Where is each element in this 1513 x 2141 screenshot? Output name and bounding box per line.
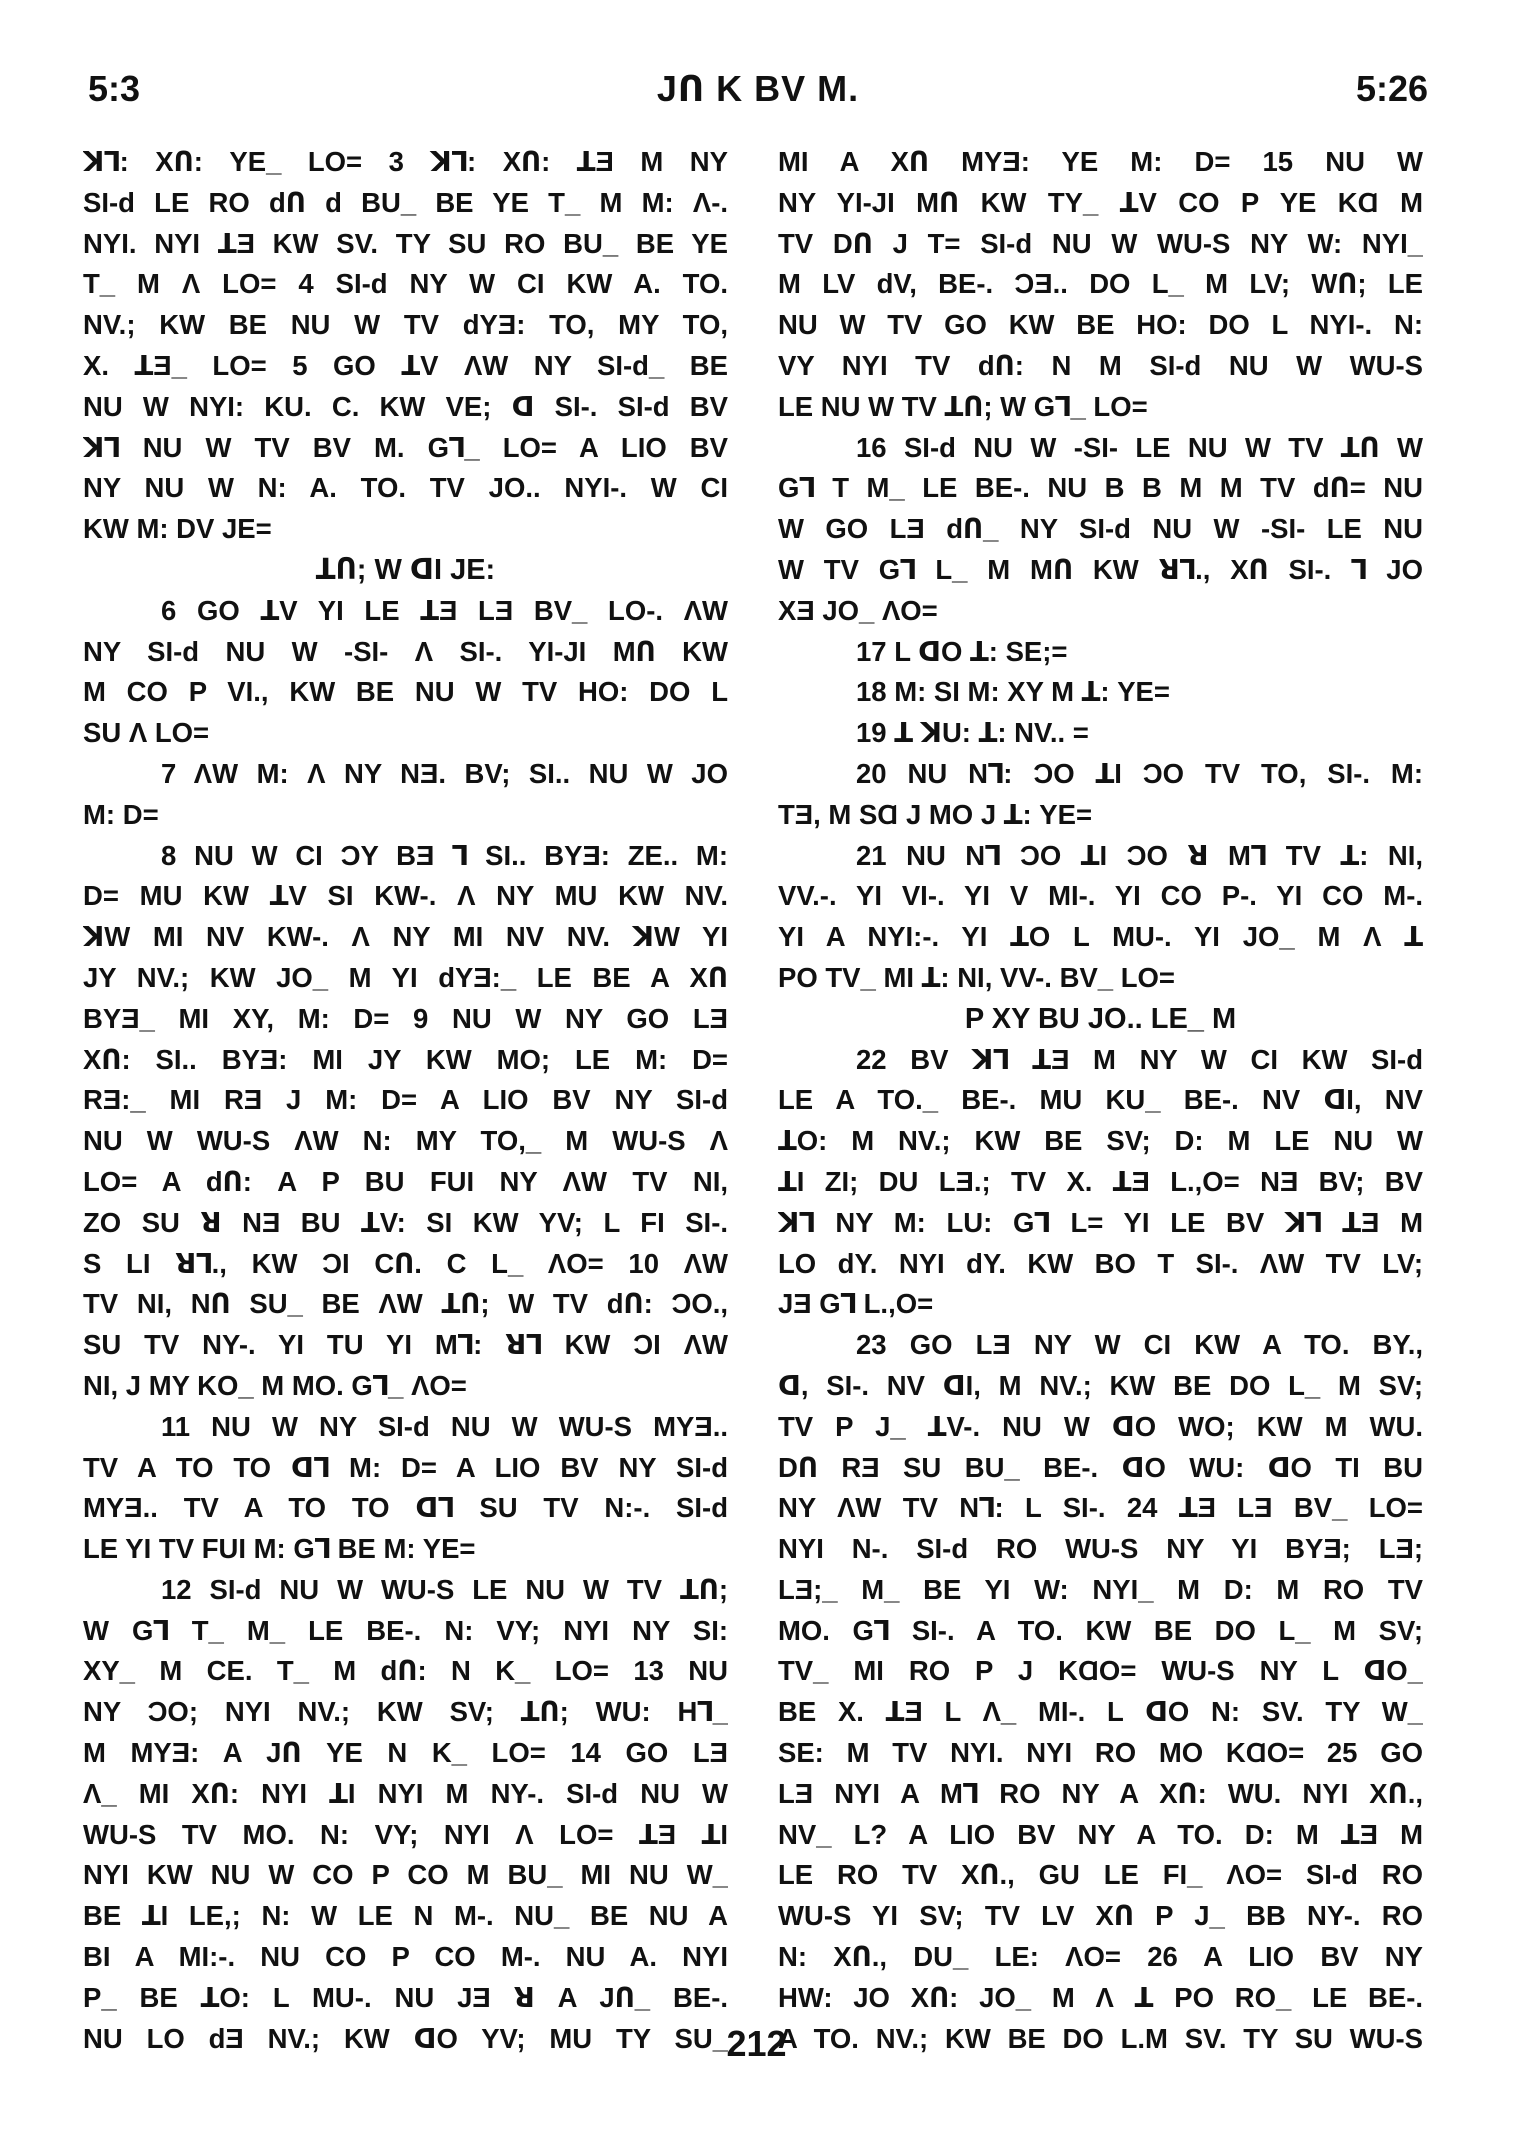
text-line: LO= A dՈ: A P BU FUI NY ΛW TV NI,: [83, 1165, 728, 1197]
text-line: LE RO TV XՈ., GU LE FI_ ΛO= SI-d RO: [778, 1859, 1423, 1891]
text-line: 18 M: SI M: XY M ꓕ: YE=: [856, 676, 1170, 708]
text-line: WU-S TV MO. N: VY; NYI Λ LO= ꓕƎ ꓕI: [83, 1818, 728, 1850]
text-line: JƎ G⅂ L.,O=: [778, 1288, 934, 1320]
text-line: ꓘ⅂ NU W TV BV M. G⅂_ LO= A LIO BV: [83, 431, 728, 463]
text-line: S LI ꓤ⅂., KW ƆI CՈ. C L_ ΛO= 10 ΛW: [83, 1247, 728, 1279]
text-line: NY SI-d NU W -SI- Λ SI-. YI-JI MՈ KW: [83, 635, 728, 667]
text-line: 23 GO LƎ NY W CI KW A TO. BY.,: [856, 1329, 1423, 1361]
text-line: NV_ L? A LIO BV NY A TO. D: M ꓕƎ M: [778, 1818, 1423, 1850]
text-line: NYI. NYI ꓕƎ KW SV. TY SU RO BU_ BE YE: [83, 227, 728, 259]
text-line: M LV dV, BE-. ƆƎ.. DO L_ M LV; WՈ; LE: [778, 268, 1423, 300]
text-line: D= MU KW ꓕV SI KW-. Λ NY MU KW NV.: [83, 880, 728, 912]
text-line: 12 SI-d NU W WU-S LE NU W TV ꓕՈ;: [161, 1573, 728, 1605]
text-line: NU LO dƎ NV.; KW ꓷO YV; MU TY SU_: [83, 2022, 728, 2054]
text-line: W G⅂ T_ M_ LE BE-. N: VY; NYI NY SI:: [83, 1614, 728, 1646]
text-line: TƎ, M SⱭ J MO J ꓕ: YE=: [778, 798, 1093, 830]
text-line: NU W NYI: KU. C. KW VE; ꓷ SI-. SI-d BV: [83, 390, 728, 422]
text-line: 7 ΛW M: Λ NY NƎ. BV; SI.. NU W JO: [161, 757, 728, 789]
text-line: BE X. ꓕƎ L Λ_ MI-. L ꓷO N: SV. TY W_: [778, 1696, 1423, 1728]
text-line: TV_ MI RO P J KⱭO= WU-S NY L ꓷO_: [778, 1655, 1423, 1687]
text-line: KW M: DV JE=: [83, 513, 272, 545]
text-line: 8 NU W CI ƆY BƎ ⅂ SI.. BYƎ: ZE.. M:: [161, 839, 728, 871]
text-line: LE YI TV FUI M: G⅂ BE M: YE=: [83, 1533, 476, 1565]
text-line: ꓘW MI NV KW-. Λ NY MI NV NV. ꓘW YI: [83, 921, 728, 953]
text-line: 20 NU N⅂: ƆO ꓕI ƆO TV TO, SI-. M:: [856, 757, 1423, 789]
text-line: NY ΛW TV N⅂: L SI-. 24 ꓕƎ LƎ BV_ LO=: [778, 1492, 1423, 1524]
text-line: NY NU W N: A. TO. TV JO.. NYI-. W CI: [83, 472, 728, 504]
left-text-column: [83, 142, 728, 2059]
text-line: BYƎ_ MI XY, M: D= 9 NU W NY GO LƎ: [83, 1002, 728, 1034]
text-line: 11 NU W NY SI-d NU W WU-S MYƎ..: [161, 1410, 728, 1442]
text-line: M CO P VI., KW BE NU W TV HO: DO L: [83, 676, 728, 708]
text-line: BE ꓕI LE,; N: W LE N M-. NU_ BE NU A: [83, 1900, 728, 1932]
text-line: XY_ M CE. T_ M dՈ: N K_ LO= 13 NU: [83, 1655, 728, 1687]
text-line: N: XՈ., DU_ LE: ΛO= 26 A LIO BV NY: [778, 1941, 1423, 1973]
section-heading: ꓕՈ; W ꓷI JE:: [315, 553, 496, 586]
text-line: NY YI-JI MՈ KW TY_ ꓕV CO P YE KⱭ M: [778, 186, 1423, 218]
text-line: ZO SU ꓤ NƎ BU ꓕV: SI KW YV; L FI SI-.: [83, 1206, 728, 1238]
text-line: SU TV NY-. YI TU YI M⅂: ꓤ⅂ KW ƆI ΛW: [83, 1329, 728, 1361]
text-line: XՈ: SI.. BYƎ: MI JY KW MO; LE M: D=: [83, 1043, 728, 1075]
text-line: WU-S YI SV; TV LV XՈ P J_ BB NY-. RO: [778, 1900, 1423, 1932]
text-line: W GO LƎ dՈ_ NY SI-d NU W -SI- LE NU: [778, 513, 1423, 545]
text-line: Λ_ MI XՈ: NYI ꓕI NYI M NY-. SI-d NU W: [83, 1777, 728, 1809]
text-line: ꓘ⅂: XՈ: YE_ LO= 3 ꓘ⅂: XՈ: ꓕƎ M NY: [83, 146, 728, 177]
text-line: T_ M Λ LO= 4 SI-d NY W CI KW A. TO.: [83, 268, 728, 300]
text-line: 16 SI-d NU W -SI- LE NU W TV ꓕՈ W: [856, 431, 1423, 463]
text-line: JY NV.; KW JO_ M YI dYƎ:_ LE BE A XՈ: [83, 961, 728, 993]
text-line: 6 GO ꓕV YI LE ꓕƎ LƎ BV_ LO-. ΛW: [161, 594, 728, 626]
running-header: [88, 68, 1428, 118]
text-line: MO. G⅂ SI-. A TO. KW BE DO L_ M SV;: [778, 1614, 1423, 1646]
text-line: DՈ RƎ SU BU_ BE-. ꓷO WU: ꓷO TI BU: [778, 1451, 1423, 1483]
section-heading: P XY BU JO.. LE_ M: [964, 1002, 1237, 1035]
text-line: 21 NU N⅂ ƆO ꓕI ƆO ꓤ M⅂ TV ꓕ: NI,: [856, 839, 1423, 871]
text-line: M: D=: [83, 798, 159, 830]
text-line: P_ BE ꓕO: L MU-. NU JƎ ꓤ A JՈ_ BE-.: [83, 1981, 728, 2013]
text-line: LE A TO._ BE-. MU KU_ BE-. NV ꓷI, NV: [778, 1084, 1423, 1116]
header-chapter-verse-start: 5:3: [88, 68, 141, 109]
text-line: VY NYI TV dՈ: N M SI-d NU W WU-S: [778, 349, 1423, 381]
text-line: SE: M TV NYI. NYI RO MO KⱭO= 25 GO: [778, 1737, 1423, 1769]
text-line: MYƎ.. TV A TO TO ꓷ⅂ SU TV N:-. SI-d: [83, 1492, 728, 1524]
text-line: PO TV_ MI ꓕ: NI, VV-. BV_ LO=: [778, 961, 1175, 993]
text-line: LO dY. NYI dY. KW BO T SI-. ΛW TV LV;: [778, 1247, 1423, 1279]
text-line: SI-d LE RO dՈ d BU_ BE YE T_ M M: Λ-.: [83, 186, 728, 218]
text-line: ꓘ⅂ NY M: LU: G⅂ L= YI LE BV ꓘ⅂ ꓕƎ M: [778, 1206, 1423, 1238]
text-line: TV P J_ ꓕV-. NU W ꓷO WO; KW M WU.: [778, 1410, 1423, 1442]
text-line: VV.-. YI VI-. YI V MI-. YI CO P-. YI CO M-.: [778, 880, 1423, 912]
text-line: 17 L ꓷO ꓕ: SE;=: [856, 635, 1068, 667]
page-number: 212: [726, 2023, 787, 2064]
text-line: NY ƆO; NYI NV.; KW SV; ꓕՈ; WU: H⅂_: [83, 1696, 728, 1728]
text-line: W TV G⅂ L_ M MՈ KW ꓤ⅂., XՈ SI-. ⅂ JO: [778, 553, 1423, 585]
text-line: ꓷ, SI-. NV ꓷI, M NV.; KW BE DO L_ M SV;: [778, 1369, 1423, 1401]
text-line: RƎ:_ MI RƎ J M: D= A LIO BV NY SI-d: [83, 1084, 728, 1116]
text-line: LƎ NYI A M⅂ RO NY A XՈ: WU. NYI XՈ.,: [778, 1777, 1423, 1809]
text-line: 19 ꓕ ꓘU: ꓕ: NV.. =: [856, 717, 1089, 749]
text-line: NV.; KW BE NU W TV dYƎ: TO, MY TO,: [83, 309, 728, 341]
text-line: NU W TV GO KW BE HO: DO L NYI-. N:: [778, 309, 1423, 341]
text-line: X. ꓕƎ_ LO= 5 GO ꓕV ΛW NY SI-d_ BE: [83, 349, 728, 381]
text-line: BI A MI:-. NU CO P CO M-. NU A. NYI: [83, 1941, 728, 1973]
text-line: TV DՈ J T= SI-d NU W WU-S NY W: NYI_: [778, 227, 1423, 259]
text-line: A TO. NV.; KW BE DO L.M SV. TY SU WU-S: [778, 2022, 1423, 2054]
header-book-title: JՈ K BV M.: [656, 68, 860, 109]
text-line: LƎ;_ M_ BE YI W: NYI_ M D: M RO TV: [778, 1573, 1423, 1605]
text-line: NI, J MY KO_ M MO. G⅂_ ΛO=: [83, 1369, 467, 1401]
text-line: LE NU W TV ꓕՈ; W G⅂_ LO=: [778, 390, 1148, 422]
header-chapter-verse-end: 5:26: [1355, 68, 1428, 109]
text-line: SU Λ LO=: [83, 717, 210, 749]
text-line: YI A NYI:-. YI ꓕO L MU-. YI JO_ M Λ ꓕ: [778, 921, 1423, 953]
text-line: ꓕI ZI; DU LƎ.; TV X. ꓕƎ L.,O= NƎ BV; BV: [778, 1165, 1423, 1197]
text-line: M MYƎ: A JՈ YE N K_ LO= 14 GO LƎ: [83, 1737, 728, 1769]
text-line: HW: JO XՈ: JO_ M Λ ꓕ PO RO_ LE BE-.: [778, 1981, 1423, 2013]
text-line: ꓕO: M NV.; KW BE SV; D: M LE NU W: [778, 1125, 1423, 1157]
text-line: NYI KW NU W CO P CO M BU_ MI NU W_: [83, 1859, 728, 1891]
text-line: NYI N-. SI-d RO WU-S NY YI BYƎ; LƎ;: [778, 1533, 1423, 1565]
text-line: 22 BV ꓘ⅂ ꓕƎ M NY W CI KW SI-d: [856, 1043, 1423, 1075]
text-line: TV A TO TO ꓷ⅂ M: D= A LIO BV NY SI-d: [83, 1451, 728, 1483]
right-text-column: [778, 142, 1423, 2059]
text-line: G⅂ T M_ LE BE-. NU B B M M TV dՈ= NU: [778, 472, 1423, 504]
text-line: XƎ JO_ ΛO=: [778, 594, 938, 626]
text-line: NU W WU-S ΛW N: MY TO,_ M WU-S Λ: [83, 1125, 728, 1157]
text-line: MI A XՈ MYƎ: YE M: D= 15 NU W: [778, 146, 1423, 177]
text-line: TV NI, NՈ SU_ BE ΛW ꓕՈ; W TV dՈ: ƆO.,: [83, 1288, 728, 1320]
